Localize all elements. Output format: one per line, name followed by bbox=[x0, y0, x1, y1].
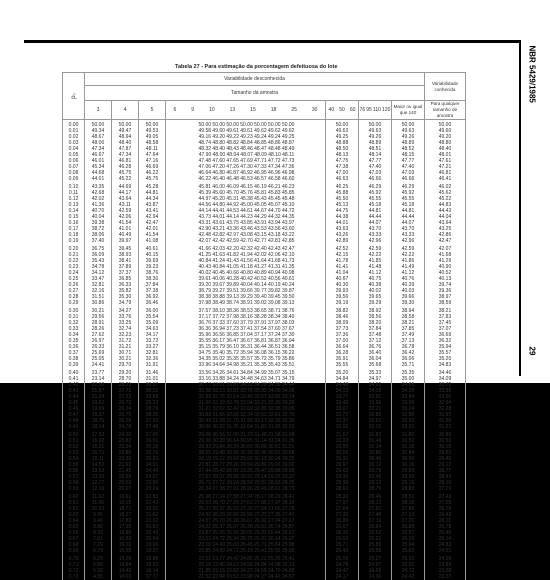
col-header-30: 30 bbox=[312, 107, 318, 113]
n140-column: 31.86 31.52 31.18 30.84 30.50 30.16 29.83 29.50 29.16 28.83 bbox=[392, 430, 425, 492]
n4-column: 50.00 49.47 48.94 48.40 47.87 47.34 46.81 46.28 45.75 45.22 bbox=[112, 120, 139, 183]
n6-30-column: 25.98 27.04 27.58 27.94 28.17 28.29 28.41 25.63 26.70 27.25 27.62 27.85 27.97 28.10 25.27 26.37 26.93 27.30 27.54 27.66 27.78 24.92 26.03 26.60 26.99 27.23 27.35 27.47 24.57 25.70 26.28 26.67 26.92 27.04 27.17 24.22 25.37 25.97 26.36 26.61 26.74 26.87 23.87 25.05 25.65 26.05 26.31 26.44 26.57 23.53 24.72 25.34 25.75 26.01 26.14 26.27 23.19 24.40 25.03 25.45 25.71 25.84 25.98 22.85 24.09 24.72 25.15 25.41 25.55 25.69 bbox=[166, 492, 326, 554]
n140-column: 25.33 25.02 24.72 24.42 bbox=[392, 554, 425, 580]
col-header-10: 10 bbox=[209, 107, 215, 113]
n4-column: 34.27 33.76 33.25 32.74 32.23 31.72 31.21 30.71 30.21 29.70 bbox=[112, 306, 139, 368]
n6-30-column: 45.81 46.00 46.09 46.15 46.19 46.21 46.23 45.39 45.60 45.70 45.76 45.81 45.83 45.85 44.97 45.20 45.31 45.38 45.43 45.45 45.48 44.56 44.80 44.92 45.00 45.05 45.07 45.10 44.14 44.41 44.53 44.61 44.67 44.70 44.72 43.73 44.01 44.14 44.23 44.29 44.32 44.35 43.31 43.61 43.75 43.85 43.91 43.94 43.97 42.90 43.21 43.36 43.46 43.53 43.56 43.60 42.48 42.82 42.97 43.08 43.15 43.18 43.22 42.07 42.42 42.59 42.70 42.77 42.81 42.85 bbox=[166, 182, 326, 244]
n76-120-column: 38.92 38.56 38.20 37.84 37.48 37.12 36.76 36.40 36.04 35.68 bbox=[359, 306, 392, 368]
col-header-6: 6 bbox=[174, 107, 177, 113]
known-column: 38.21 37.83 37.45 37.07 36.69 36.32 35.94 35.57 35.20 34.83 bbox=[425, 306, 466, 368]
n3-column: 17.53 16.92 16.31 15.71 15.11 14.52 13.93 13.35 12.77 12.19 bbox=[85, 430, 112, 492]
table-section bbox=[63, 368, 466, 430]
n3-column: 30.21 29.56 28.91 28.26 27.62 26.97 26.33 25.69 25.05 24.41 bbox=[85, 306, 112, 368]
known-column: 24.20 23.89 23.58 23.27 bbox=[425, 554, 466, 580]
n76-120-column: 50.00 49.63 49.26 48.89 48.51 48.14 47.77 47.40 47.03 46.66 bbox=[359, 120, 392, 183]
table-section bbox=[63, 306, 466, 368]
data-table bbox=[62, 72, 466, 580]
sample-size-header: Tamanho da amostra bbox=[85, 86, 425, 101]
n6-30-column: 29.68 30.56 31.00 31.29 31.48 31.58 31.68 29.30 30.20 30.64 30.95 31.14 31.24 31.35 28.93 29.84 30.29 30.60 30.80 30.91 31.01 28.55 29.48 29.95 30.26 30.46 30.57 30.68 28.18 29.12 29.60 29.92 30.13 30.24 30.35 27.81 28.77 29.26 29.59 29.80 29.91 30.02 27.44 28.42 28.92 29.25 29.47 29.58 29.69 27.07 28.07 28.58 28.92 29.14 29.25 29.37 26.71 27.72 28.24 28.59 28.81 28.93 29.05 26.34 27.38 27.91 28.26 28.49 28.61 28.73 bbox=[166, 430, 326, 492]
col-header-18: 18 bbox=[271, 107, 277, 113]
col-header-50: 50 bbox=[339, 107, 345, 113]
col-header-40: 40 bbox=[329, 107, 335, 113]
n4-column: 15.26 14.84 14.43 14.03 bbox=[112, 554, 139, 580]
n5-column: 22.83 22.42 22.02 21.62 21.22 20.82 20.43 20.04 19.66 19.27 bbox=[139, 492, 166, 554]
n40-60-column: 28.30 27.97 27.64 27.32 26.99 26.67 26.35 26.03 25.71 25.40 bbox=[326, 492, 359, 554]
page-number: 29 bbox=[522, 352, 542, 372]
p-column: 0.00 0.01 0.02 0.03 0.04 0.05 0.06 0.07 0.08 0.09 bbox=[63, 120, 85, 183]
n5-column: 27.05 26.61 26.18 25.76 25.33 24.91 24.49 24.07 23.65 23.24 bbox=[139, 430, 166, 492]
p-column: 0.30 0.31 0.32 0.33 0.34 0.35 0.36 0.37 0.38 0.39 bbox=[63, 306, 85, 368]
n40-60-column: 50.00 49.63 49.25 48.88 48.50 48.13 47.75 47.38 47.00 46.63 bbox=[326, 120, 359, 183]
any-sample-size-header: Para qualquer tamanho de amostra bbox=[425, 101, 466, 120]
n76-120-column: 46.29 45.92 45.55 45.18 44.81 44.44 44.07 43.70 43.33 42.96 bbox=[359, 182, 392, 244]
n3-column: 36.75 36.09 35.43 34.78 34.12 33.47 32.81 32.16 31.51 30.86 bbox=[85, 244, 112, 306]
p-column: 0.20 0.21 0.22 0.23 0.24 0.25 0.26 0.27 0.28 0.29 bbox=[63, 244, 85, 306]
n5-column: 40.61 40.15 39.69 39.23 38.76 38.30 37.84 37.38 36.92 36.46 bbox=[139, 244, 166, 306]
n4-column: 39.45 38.93 38.41 37.89 37.37 36.85 36.33 35.82 35.30 34.79 bbox=[112, 244, 139, 306]
col-header-13: 13 bbox=[230, 107, 236, 113]
p-column: 0.40 0.41 0.42 0.43 0.44 0.45 0.46 0.47 0.48 0.49 bbox=[63, 368, 85, 430]
n6-30-column: 33.56 34.26 34.61 34.84 34.99 35.07 35.15 33.16 33.88 34.24 34.48 34.63 34.71 34.79 32.77 33.51 33.87 34.12 34.28 34.36 34.44 32.38 33.13 33.51 33.76 33.92 34.00 34.09 31.99 32.76 33.14 33.40 33.57 33.65 33.74 31.60 32.39 32.78 33.04 33.21 33.30 33.39 31.21 32.02 32.42 32.69 32.86 32.95 33.05 30.83 31.65 32.06 32.34 32.52 32.61 32.70 30.44 31.28 31.70 31.99 32.17 32.26 32.36 30.06 30.92 31.35 31.64 31.83 31.92 32.02 bbox=[166, 368, 326, 430]
standard-id: NBR 5429/1985 bbox=[523, 44, 543, 144]
col-header-3: 3 bbox=[85, 101, 112, 120]
n4-column: 44.69 44.17 43.64 43.11 42.59 42.06 41.54 41.01 40.49 39.97 bbox=[112, 182, 139, 244]
n6-30-column: 50.00 50.00 50.00 50.00 50.00 50.00 50.00 49.58 49.60 49.61 49.61 49.62 49.62 49.62 49.16 49.20 49.22 49.23 49.24 49.24 49.25 48.74 48.80 48.82 48.84 48.85 48.86 48.87 48.32 48.40 48.43 48.46 48.47 48.48 48.49 47.90 48.00 48.04 48.07 48.09 48.10 48.11 47.48 47.60 47.65 47.69 47.71 47.72 47.73 47.06 47.20 47.26 47.30 47.33 47.34 47.36 46.64 46.80 46.87 46.92 46.95 46.96 46.98 46.22 46.40 46.48 46.53 46.57 46.58 46.60 bbox=[166, 120, 326, 183]
header-row-3 bbox=[63, 101, 466, 120]
col-header-9: 9 bbox=[191, 107, 194, 113]
n3-column: 43.35 42.68 42.02 41.36 40.70 40.04 39.38 38.72 38.06 37.40 bbox=[85, 182, 112, 244]
n5-column: 45.28 44.81 44.34 43.87 43.41 42.94 42.47 42.01 41.54 41.08 bbox=[139, 182, 166, 244]
n76-120-column: 35.33 34.97 34.62 34.26 33.91 33.56 33.21 32.86 32.51 32.16 bbox=[359, 368, 392, 430]
col-header-120: 120 bbox=[382, 107, 390, 113]
col-header-40-60 bbox=[326, 101, 359, 120]
n76-120-column: 31.82 31.48 31.14 30.80 30.46 30.12 29.79 29.45 29.12 28.79 bbox=[359, 430, 392, 492]
n6-30-column: 41.66 42.03 42.20 42.32 42.40 42.43 42.47 41.25 41.63 41.82 41.94 42.02 42.06 42.10 40.84 41.24 41.43 41.56 41.64 41.68 41.73 40.43 40.84 41.05 41.18 41.27 41.31 41.35 40.02 40.45 40.66 40.80 40.89 40.94 40.98 39.61 40.06 40.28 40.42 40.52 40.56 40.61 39.20 39.67 39.89 40.04 40.14 40.19 40.24 38.79 39.27 39.51 39.66 39.77 39.82 39.87 38.38 38.88 39.13 39.29 39.40 39.45 39.50 37.98 38.49 38.74 38.91 39.02 39.08 39.13 bbox=[166, 244, 326, 306]
col-header-95: 95 bbox=[366, 107, 372, 113]
table-section bbox=[63, 430, 466, 492]
header-row-1 bbox=[63, 73, 466, 86]
n40-60-column: 31.67 31.33 30.99 30.65 30.31 29.97 29.63 29.30 28.96 28.63 bbox=[326, 430, 359, 492]
n76-120-column: 25.27 24.97 24.66 24.36 bbox=[359, 554, 392, 580]
n6-30-column: 37.57 38.10 38.36 38.53 38.65 38.71 38.76 37.17 37.72 37.98 38.16 38.28 38.34 38.40 36.76 37.33 37.60 37.79 37.91 37.97 38.03 36.36 36.94 37.23 37.41 37.54 37.60 37.67 35.96 36.56 36.85 37.04 37.17 37.24 37.30 35.55 36.17 36.47 36.67 36.81 36.87 36.94 35.15 35.79 36.10 36.31 36.44 36.51 36.58 34.75 35.40 35.72 35.94 36.08 36.15 36.22 34.35 35.02 35.35 35.57 35.72 35.79 35.86 33.96 34.64 34.98 35.21 35.35 35.43 35.51 bbox=[166, 306, 326, 368]
n3-column: 50.00 49.34 48.67 48.00 47.34 46.67 46.01 45.34 44.68 44.01 bbox=[85, 120, 112, 183]
top-rule bbox=[24, 40, 520, 43]
known-column: 50.00 49.60 49.20 48.80 48.40 48.01 47.61 47.21 46.81 46.41 bbox=[425, 120, 466, 183]
n3-column: 23.77 23.14 22.50 21.87 21.24 20.62 19.99 19.37 18.75 18.14 bbox=[85, 368, 112, 430]
table-section bbox=[63, 120, 466, 183]
table-title: Tabela 27 - Para estimação da porcentagem defeituosa do lote bbox=[175, 64, 338, 70]
known-column: 34.46 34.09 33.72 33.36 33.00 32.64 32.28 31.92 31.56 31.21 bbox=[425, 368, 466, 430]
n140-column: 28.51 28.18 27.86 27.53 27.21 26.89 26.57 26.26 25.94 25.63 bbox=[392, 492, 425, 554]
known-variability-header: Variabilidade conhecida bbox=[425, 73, 466, 101]
n140-column: 38.94 38.58 38.21 37.85 37.49 37.13 36.78 36.42 36.06 35.71 bbox=[392, 306, 425, 368]
n40-60-column: 35.20 34.84 34.48 34.13 33.77 33.42 33.07 32.72 32.37 32.02 bbox=[326, 368, 359, 430]
p-column: 0.70 0.71 0.72 0.73 bbox=[63, 554, 85, 580]
known-column: 27.43 27.09 26.76 26.43 26.11 25.78 25.46 25.14 24.83 24.51 bbox=[425, 492, 466, 554]
col-header-140: Maior ou igual que 140 bbox=[392, 101, 425, 120]
col-header-5: 5 bbox=[139, 101, 166, 120]
n76-120-column: 42.59 42.22 41.85 41.48 41.12 40.75 40.38 40.02 39.65 39.29 bbox=[359, 244, 392, 306]
n3-column: 11.62 11.06 10.50 9.95 9.40 8.86 8.33 7.81 7.29 6.79 bbox=[85, 492, 112, 554]
n6-30-column: 22.51 23.77 24.42 24.85 25.12 25.26 25.41 22.18 23.46 24.12 24.56 24.84 24.98 25.13 21.85 23.15 23.82 24.27 24.55 24.70 24.85 21.52 22.84 23.53 23.98 24.27 24.42 24.57 bbox=[166, 554, 326, 580]
n4-column: 29.20 28.70 28.21 27.71 27.22 26.73 26.24 25.75 25.26 24.78 bbox=[112, 368, 139, 430]
right-rule bbox=[519, 40, 521, 376]
n76-120-column: 28.46 28.13 27.81 27.48 27.16 26.84 26.52 26.21 25.89 25.58 bbox=[359, 492, 392, 554]
col-header-15: 15 bbox=[250, 107, 256, 113]
unknown-variability-header: Variabilidade desconhecida bbox=[85, 73, 425, 86]
n140-column: 50.00 49.63 49.26 48.89 48.52 48.15 47.77 47.40 47.03 46.66 bbox=[392, 120, 425, 183]
table-section bbox=[63, 492, 466, 554]
n140-column: 46.29 45.92 45.55 45.18 44.81 44.44 44.07 43.70 43.33 42.96 bbox=[392, 182, 425, 244]
header-row-2 bbox=[63, 86, 466, 101]
known-column: 42.07 41.68 41.29 40.90 40.52 40.13 39.74 39.36 38.97 38.59 bbox=[425, 244, 466, 306]
n40-60-column: 38.82 38.46 38.09 37.73 37.36 37.00 36.64 36.28 35.91 35.55 bbox=[326, 306, 359, 368]
n4-column: 24.30 23.82 23.34 22.86 22.39 21.92 21.45 20.99 20.53 20.07 bbox=[112, 430, 139, 492]
n40-60-column: 46.25 45.88 45.50 45.13 44.75 44.38 44.01 43.63 43.26 42.89 bbox=[326, 182, 359, 244]
n3-column: 6.29 5.80 5.32 4.85 bbox=[85, 554, 112, 580]
n140-column: 42.59 42.22 41.86 41.49 41.12 40.76 40.39 40.03 39.66 39.30 bbox=[392, 244, 425, 306]
n140-column: 35.35 35.00 34.65 34.29 33.94 33.59 33.24 32.90 32.55 32.21 bbox=[392, 368, 425, 430]
table-body bbox=[63, 120, 466, 580]
col-header-4: 4 bbox=[112, 101, 139, 120]
n5-column: 36.00 35.54 35.09 34.63 34.17 33.72 33.27 32.81 32.36 31.91 bbox=[139, 306, 166, 368]
col-header-76-120 bbox=[359, 101, 392, 120]
known-column: 46.02 45.62 45.22 44.83 44.43 44.04 43.64 43.25 42.86 42.47 bbox=[425, 182, 466, 244]
p-column: 0.50 0.51 0.52 0.53 0.54 0.55 0.56 0.57 0.58 0.59 bbox=[63, 430, 85, 492]
table-section bbox=[63, 244, 466, 306]
table-section bbox=[63, 554, 466, 580]
n4-column: 19.61 19.16 18.71 18.27 17.83 17.39 16.96 16.53 16.10 15.68 bbox=[112, 492, 139, 554]
n5-column: 18.89 18.52 18.14 17.77 bbox=[139, 554, 166, 580]
p-column: 0.60 0.61 0.62 0.63 0.64 0.65 0.66 0.67 0.68 0.69 bbox=[63, 492, 85, 554]
known-column: 30.85 30.50 30.15 29.81 29.46 29.12 28.77 28.43 28.10 27.76 bbox=[425, 430, 466, 492]
n5-column: 50.00 49.53 49.05 48.58 48.11 47.64 47.16 46.69 46.22 45.75 bbox=[139, 120, 166, 183]
col-header-6-to-30 bbox=[166, 101, 326, 120]
p0-header: p₀ bbox=[63, 73, 85, 120]
table-section bbox=[63, 182, 466, 244]
n40-60-column: 25.09 24.78 24.47 24.17 bbox=[326, 554, 359, 580]
col-header-110: 110 bbox=[373, 107, 381, 113]
col-header-25: 25 bbox=[291, 107, 297, 113]
col-header-76: 76 bbox=[360, 107, 366, 113]
p-column: 0.10 0.11 0.12 0.13 0.14 0.15 0.16 0.17 0.18 0.19 bbox=[63, 182, 85, 244]
n40-60-column: 42.52 42.15 41.78 41.41 41.04 40.67 40.30 39.93 39.56 39.19 bbox=[326, 244, 359, 306]
n5-column: 31.46 31.01 30.57 30.12 29.68 29.23 28.79 28.35 27.92 27.48 bbox=[139, 368, 166, 430]
col-header-60: 60 bbox=[350, 107, 356, 113]
